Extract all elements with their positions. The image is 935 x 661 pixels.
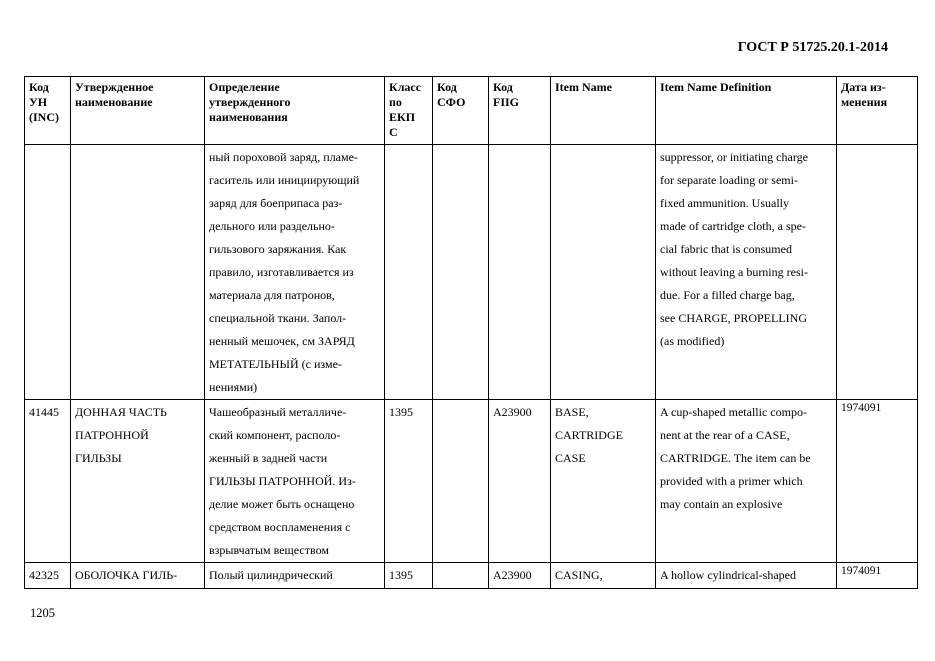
table-row <box>25 400 918 563</box>
header-line: Код <box>493 80 513 94</box>
cell-text-line: see CHARGE, PROPELLING <box>660 311 807 325</box>
cell-text-line: 1974091 <box>841 565 882 577</box>
cell-text-line: взрывчатым веществом <box>209 543 329 557</box>
cell-text-line: cial fabric that is consumed <box>660 242 792 256</box>
cell-text-line: suppressor, or initiating charge <box>660 150 808 164</box>
cell-fiig <box>489 400 551 563</box>
header-line: Определение <box>209 80 280 94</box>
cell-text-line: ОБОЛОЧКА ГИЛЬ- <box>75 568 178 582</box>
document-code: ГОСТ Р 51725.20.1-2014 <box>737 40 888 55</box>
cell-text-line: ГИЛЬЗЫ ПАТРОННОЙ. Из- <box>209 474 356 488</box>
cell-text-line: гаситель или инициирующий <box>209 173 360 187</box>
col-sfo-header <box>433 77 489 145</box>
header-line: Дата из- <box>841 80 886 94</box>
cell-text-line: A23900 <box>493 405 532 419</box>
cell-text-line: правило, изготавливается из <box>209 265 354 279</box>
header-line: менения <box>841 95 888 109</box>
header-line: Утвержденное <box>75 80 154 94</box>
cell-sfo <box>433 563 489 589</box>
cell-class <box>385 145 433 400</box>
cell-text-line: ГИЛЬЗЫ <box>75 451 122 465</box>
cell-definition <box>205 400 385 563</box>
cell-date <box>837 563 918 589</box>
cell-item-name <box>551 145 656 400</box>
cell-inc <box>25 563 71 589</box>
cell-text-line: CASING, <box>555 568 603 582</box>
cell-item-def <box>656 563 837 589</box>
cell-item-def <box>656 145 837 400</box>
col-item-def-header <box>656 77 837 145</box>
header-line: наименование <box>75 95 153 109</box>
cell-text-line: ДОННАЯ ЧАСТЬ <box>75 405 167 419</box>
catalog-table <box>24 76 918 589</box>
header-line: по <box>389 95 402 109</box>
cell-text-line: A23900 <box>493 568 532 582</box>
cell-inc <box>25 145 71 400</box>
header-line: Класс <box>389 80 422 94</box>
header-line: ЕКП <box>389 110 416 124</box>
cell-text-line: A hollow cylindrical-shaped <box>660 568 796 582</box>
cell-item-name <box>551 563 656 589</box>
cell-name <box>71 400 205 563</box>
cell-name <box>71 563 205 589</box>
cell-text-line: CARTRIDGE <box>555 428 623 442</box>
cell-text-line: делие может быть оснащено <box>209 497 355 511</box>
cell-class <box>385 400 433 563</box>
table-row <box>25 563 918 589</box>
cell-inc <box>25 400 71 563</box>
col-approved-name-header <box>71 77 205 145</box>
cell-text-line: CASE <box>555 451 586 465</box>
cell-date <box>837 400 918 563</box>
col-item-name-header <box>551 77 656 145</box>
col-definition-header <box>205 77 385 145</box>
cell-text-line: made of cartridge cloth, a spe- <box>660 219 806 233</box>
header-line: С <box>389 125 398 139</box>
cell-class <box>385 563 433 589</box>
cell-text-line: nent at the rear of a CASE, <box>660 428 790 442</box>
cell-text-line: 42325 <box>29 568 59 582</box>
header-line: наименования <box>209 110 288 124</box>
cell-text-line: специальной ткани. Запол- <box>209 311 347 325</box>
cell-text-line: 1395 <box>389 405 413 419</box>
header-line: УН <box>29 95 48 109</box>
cell-text-line: A cup-shaped metallic compo- <box>660 405 807 419</box>
cell-text-line: женный в задней части <box>209 451 328 465</box>
col-class-header <box>385 77 433 145</box>
cell-sfo <box>433 145 489 400</box>
cell-text-line: BASE, <box>555 405 589 419</box>
header-line: (INC) <box>29 110 59 124</box>
page-number: 1205 <box>30 606 55 620</box>
cell-text-line: 41445 <box>29 405 59 419</box>
cell-text-line: fixed ammunition. Usually <box>660 196 789 210</box>
cell-text-line: МЕТАТЕЛЬНЫЙ (с изме- <box>209 357 342 371</box>
cell-text-line: 1974091 <box>841 402 882 414</box>
cell-item-def <box>656 400 837 563</box>
header-line: Код <box>29 80 49 94</box>
cell-text-line: due. For a filled charge bag, <box>660 288 795 302</box>
cell-text-line: provided with a primer which <box>660 474 803 488</box>
cell-text-line: гильзового заряжания. Как <box>209 242 347 256</box>
cell-definition <box>205 563 385 589</box>
cell-text-line: ный пороховой заряд, пламе- <box>209 150 358 164</box>
header-line: СФО <box>437 95 466 109</box>
col-inc-header <box>25 77 71 145</box>
cell-text-line: материала для патронов, <box>209 288 335 302</box>
header-line: Item Name Definition <box>660 80 772 94</box>
cell-definition <box>205 145 385 400</box>
cell-text-line: 1395 <box>389 568 413 582</box>
col-fiig-header <box>489 77 551 145</box>
cell-fiig <box>489 145 551 400</box>
cell-sfo <box>433 400 489 563</box>
cell-item-name <box>551 400 656 563</box>
col-date-header <box>837 77 918 145</box>
cell-text-line: средством воспламенения с <box>209 520 351 534</box>
header-line: утвержденного <box>209 95 291 109</box>
cell-text-line: may contain an explosive <box>660 497 783 511</box>
cell-text-line: Чашеобразный металличе- <box>209 405 347 419</box>
cell-text-line: заряд для боеприпаса раз- <box>209 196 343 210</box>
header-line: FIIG <box>493 95 520 109</box>
cell-text-line: (as modified) <box>660 334 725 348</box>
header-line: Код <box>437 80 457 94</box>
cell-name <box>71 145 205 400</box>
cell-fiig <box>489 563 551 589</box>
cell-text-line: дельного или раздельно- <box>209 219 335 233</box>
header-line: Item Name <box>555 80 612 94</box>
cell-text-line: нениями) <box>209 380 258 394</box>
cell-text-line: CARTRIDGE. The item can be <box>660 451 811 465</box>
table-header-row <box>25 77 918 145</box>
cell-text-line: for separate loading or semi- <box>660 173 798 187</box>
table-row <box>25 145 918 400</box>
cell-text-line: ПАТРОННОЙ <box>75 428 149 442</box>
cell-date <box>837 145 918 400</box>
cell-text-line: Полый цилиндрический <box>209 568 333 582</box>
cell-text-line: ненный мешочек, см ЗАРЯД <box>209 334 355 348</box>
cell-text-line: without leaving a burning resi- <box>660 265 808 279</box>
cell-text-line: ский компонент, располо- <box>209 428 341 442</box>
